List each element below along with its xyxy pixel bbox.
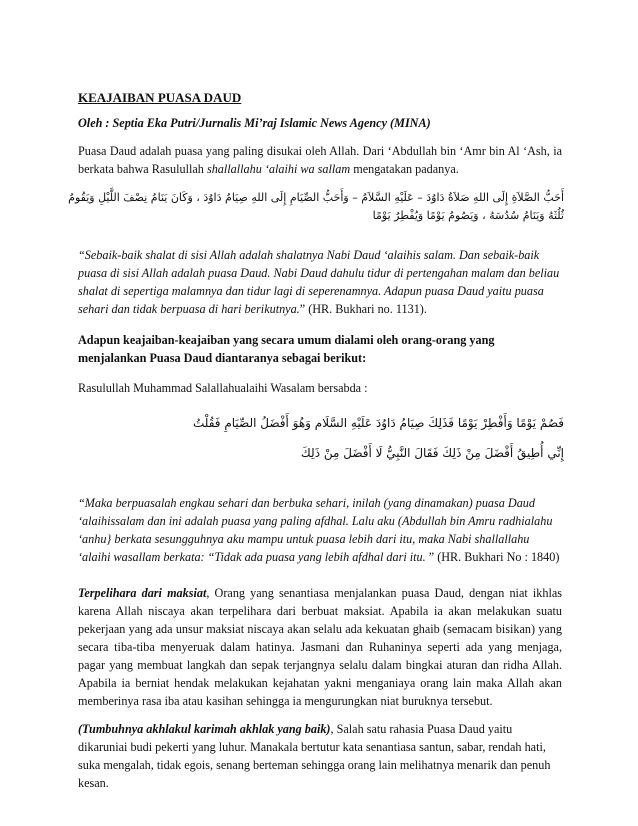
translation-1-text: “Sebaik-baik shalat di sisi Allah adalah shalatnya Nabi Daud ‘alaihis salam. Dan sebaik-baik puasa di sisi Allah adalah puasa Daud. Nabi Daud dahulu tidur di pertengahan malam dan beliau shalat di sepertiga malamnya dan tidur lagi di seperenamnya. Adapun puasa Daud yaitu puasa sehari dan tidak berpuasa di hari berikutnya. (78, 248, 560, 317)
intro-ending: mengatakan padanya. (350, 162, 459, 177)
translation-2-text: “Maka berpuasalah engkau sehari dan berbuka sehari, inilah (yang dinamakan) puasa Daud ‘alaihissalam dan ini adalah puasa yang paling afdhal. Lalu aku (Abdullah bin Amru radhialahu ‘anhu} berkata sesungguhnya aku mampu untuk puasa lebih dari itu, maka Nabi shallallahu ‘alaihi wasallam berkata: “Tidak ada puasa yang lebih afdhal dari itu. (78, 496, 553, 565)
arabic-hadith-2: فَصُمْ يَوْمًا وَأَفْطِرْ يَوْمًا فَذَلِكَ صِيَامُ دَاوُدَ عَلَيْهِ السَّلَام وَهُوَ أَفْضَلُ الصِّيَامِ فَقُلْتُ (192, 416, 564, 430)
maksiat-paragraph (78, 584, 562, 710)
intro-text: Puasa Daud adalah puasa yang paling disukai oleh Allah. Dari ‘Abdullah bin ‘Amr bin Al ‘Ash, ia berkata bahwa Rasulullah (78, 144, 562, 177)
translation-2-source: ” (HR. Bukhari No : 1840) (425, 550, 560, 565)
hadith-translation-2 (78, 494, 562, 566)
maksiat-text: , Orang yang senantiasa menjalankan puasa Daud, dengan niat ikhlas karena Allah niscaya akan terpelihara dari berbuat maksiat. Apabila ia akan melakukan suatu pekerjaan yang ada unsur maksiat niscaya akan selalu ada kekuatan ghaib (semacam bisikan) yang secara tiba-tiba menyeruak dalam hatinya. Jasmani dan Ruhaninya seperti ada yang menjaga, pagar yang membuat langkah dan sepak terjangnya selalu dalam bingkai aturan dan ridha Allah. Apabila ia berniat hendak melakukan kejahatan yakni menganiaya orang lain maka Allah akan memberinya rasa iba atau kasihan sehingga ia mengurungkan niat buruknya tersebut. (78, 586, 562, 709)
intro-honorific: shallallahu ‘alaihi wa sallam (206, 162, 351, 177)
hadith-translation-1 (78, 246, 562, 318)
author-byline: Oleh : Septia Eka Putri/Jurnalis Mi’raj Islamic News Agency (MINA) (78, 116, 431, 131)
translation-1-source: ” (HR. Bukhari no. 1131). (299, 302, 427, 317)
akhlak-paragraph (78, 720, 562, 792)
akhlak-text: , Salah satu rahasia Puasa Daud yaitu dikaruniai budi pekerti yang luhur. Manakala bertutur kata senantiasa santun, sabar, rendah hati, suka mengalah, tidak egois, senang berteman sehingga orang lain melihatnya menarik dan penuh kesan. (78, 722, 551, 791)
benefits-heading: Adapun keajaiban-keajaiban yang secara umum dialami oleh orang-orang yang menjalankan Puasa Daud diantaranya sebagai berikut: (78, 333, 495, 366)
akhlak-heading: (Tumbuhnya akhlakul karimah akhlak yang baik) (78, 722, 331, 737)
rasulullah-line: Rasulullah Muhammad Salallahualaihi Wasalam bersabda : (78, 381, 368, 396)
arabic-hadith-3: إِنِّي أُطِيقُ أَفْضَلَ مِنْ ذَلِكَ فَقَالَ النَّبِيُّ لَا أَفْضَلَ مِنْ ذَلِكَ (300, 446, 564, 460)
arabic-hadith-1: أَحَبُّ الصَّلاَةِ إِلَى اللهِ صَلاَةُ دَاوُدَ – عَلَيْهِ السَّلاَمُ – وَأَحَبُّ الصِّيَامِ إِلَى اللهِ صِيَامُ دَاوُدَ ، وَكَانَ يَنَامُ نِصْفَ اللَّيْلِ وَيَقُومُ ثُلُثَهُ وَيَنَامُ سُدُسَهُ ، وَيَصُومُ يَوْمًا وَيُفْطِرُ يَوْمًا (68, 191, 564, 222)
intro-paragraph (78, 142, 562, 178)
maksiat-heading: Terpelihara dari maksiat (78, 586, 207, 601)
document-title: KEAJAIBAN PUASA DAUD (78, 90, 242, 105)
